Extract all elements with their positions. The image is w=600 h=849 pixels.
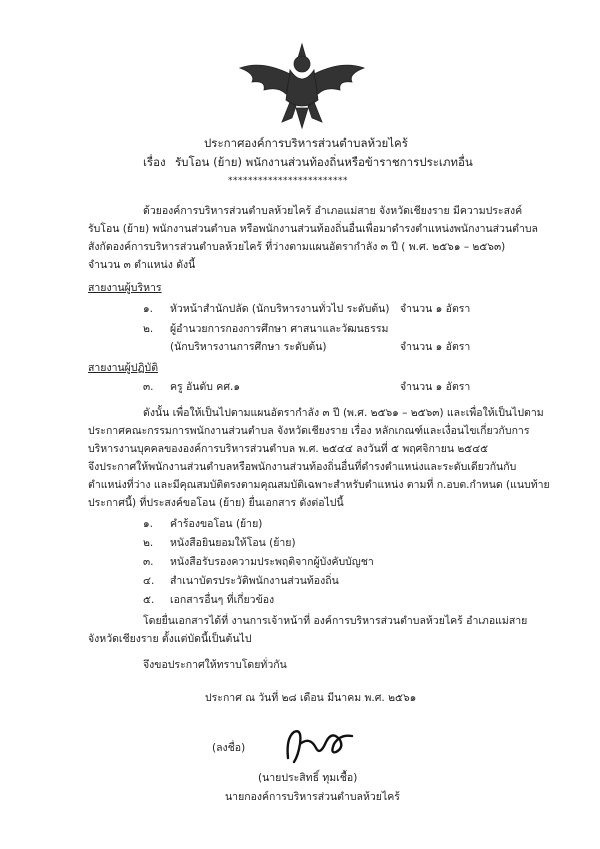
position-number: ๑. — [143, 303, 154, 315]
body-line-6: ประกาศนี้) ที่ประสงค์ขอโอน (ย้าย) ยื่นเอกสาร ดังต่อไปนี้ — [88, 497, 344, 509]
body-line-1: ดังนั้น เพื่อให้เป็นไปตามแผนอัตรากำลัง ๓ ปี (พ.ศ. ๒๕๖๑ – ๒๕๖๓) และเพื่อให้เป็นไปตาม — [143, 407, 544, 419]
body-line-3: บริหารงานบุคคลขององค์การบริหารส่วนตำบล พ.ศ. ๒๕๔๔ ลงวันที่ ๕ พฤศจิกายน ๒๕๔๕ — [88, 443, 489, 455]
document-number: ๒. — [143, 537, 154, 549]
subject-text: รับโอน (ย้าย) พนักงานส่วนท้องถิ่นหรือข้าราชการประเภทอื่น — [175, 155, 473, 169]
intro-line-1: ด้วยองค์การบริหารส่วนตำบลห้วยไคร้ อำเภอแม่สาย จังหวัดเชียงราย มีความประสงค์ — [143, 205, 523, 217]
position-title: ครู อันดับ คศ.๑ — [170, 381, 240, 393]
signature-label: (ลงชื่อ) — [212, 742, 246, 754]
section-header-ops: สายงานผู้ปฏิบัติ — [88, 362, 159, 374]
document-item: เอกสารอื่นๆ ที่เกี่ยวข้อง — [170, 594, 275, 606]
body-line-4: จึงประกาศให้พนักงานส่วนตำบลหรือพนักงานส่วนท้องถิ่นอื่นที่ดำรงตำแหน่งและระดับเดียวกันกับ — [88, 461, 517, 473]
subject-label: เรื่อง — [143, 155, 166, 169]
document-number: ๓. — [143, 556, 154, 568]
document-number: ๕. — [143, 594, 155, 606]
intro-line-2: รับโอน (ย้าย) พนักงานส่วนตำบล หรือพนักงานส่วนท้องถิ่นอื่นเพื่อมาดำรงตำแหน่งพนักงานส่วนตำบล — [88, 223, 538, 235]
document-item: หนังสือยินยอมให้โอน (ย้าย) — [170, 537, 296, 549]
document-item: คำร้องขอโอน (ย้าย) — [170, 518, 263, 530]
handwritten-signature — [280, 718, 360, 768]
position-count: จำนวน ๑ อัตรา — [400, 303, 471, 315]
document-item: สำเนาบัตรประวัติพนักงานส่วนท้องถิ่น — [170, 575, 339, 587]
announcement-title: ประกาศองค์การบริหารส่วนตำบลห้วยไคร้ — [204, 136, 408, 150]
header-divider: ************************ — [228, 176, 348, 186]
garuda-emblem — [232, 40, 372, 130]
position-title: ผู้อำนวยการกองการศึกษา ศาสนาและวัฒนธรรม — [170, 323, 389, 335]
position-subtitle: (นักบริหารงานการศึกษา ระดับต้น) — [170, 341, 327, 353]
signatory-position: นายกองค์การบริหารส่วนตำบลห้วยไคร้ — [225, 791, 400, 803]
submit-line-2: จังหวัดเชียงราย ตั้งแต่บัดนี้เป็นต้นไป — [88, 633, 252, 645]
closing-text: จึงขอประกาศให้ทราบโดยทั่วกัน — [143, 659, 287, 671]
position-title: หัวหน้าสำนักปลัด (นักบริหารงานทั่วไป ระดับต้น) — [170, 303, 390, 315]
section-header-admin: สายงานผู้บริหาร — [88, 282, 162, 294]
position-number: ๓. — [143, 381, 154, 393]
position-number: ๒. — [143, 323, 154, 335]
date-line: ประกาศ ณ วันที่ ๒๘ เดือน มีนาคม พ.ศ. ๒๕๖๑ — [205, 692, 417, 704]
signatory-name: (นายประสิทธิ์ ทุมเชื้อ) — [258, 772, 358, 784]
document-number: ๑. — [143, 518, 154, 530]
position-count: จำนวน ๑ อัตรา — [400, 341, 471, 353]
document-item: หนังสือรับรองความประพฤติจากผู้บังคับบัญชา — [170, 556, 374, 568]
document-number: ๔. — [143, 575, 155, 587]
body-line-2: ประกาศคณะกรรมการพนักงานส่วนตำบล จังหวัดเชียงราย เรื่อง หลักเกณฑ์และเงื่อนไขเกี่ยวกับการ — [88, 425, 530, 437]
body-line-5: ตำแหน่งที่ว่าง และมีคุณสมบัติตรงตามคุณสมบัติเฉพาะสำหรับตำแหน่ง ตามที่ ก.อบต.กำหนด (แนบท้าย — [88, 479, 550, 491]
position-count: จำนวน ๑ อัตรา — [400, 381, 471, 393]
submit-line-1: โดยยื่นเอกสารได้ที่ งานการเจ้าหน้าที่ องค์การบริหารส่วนตำบลห้วยไคร้ อำเภอแม่สาย — [143, 615, 528, 627]
intro-line-4: จำนวน ๓ ตำแหน่ง ดังนี้ — [88, 259, 196, 271]
intro-line-3: สังกัดองค์การบริหารส่วนตำบลห้วยไคร้ ที่ว่างตามแผนอัตรากำลัง ๓ ปี ( พ.ศ. ๒๕๖๑ – ๒๕๖๓) — [88, 241, 506, 253]
